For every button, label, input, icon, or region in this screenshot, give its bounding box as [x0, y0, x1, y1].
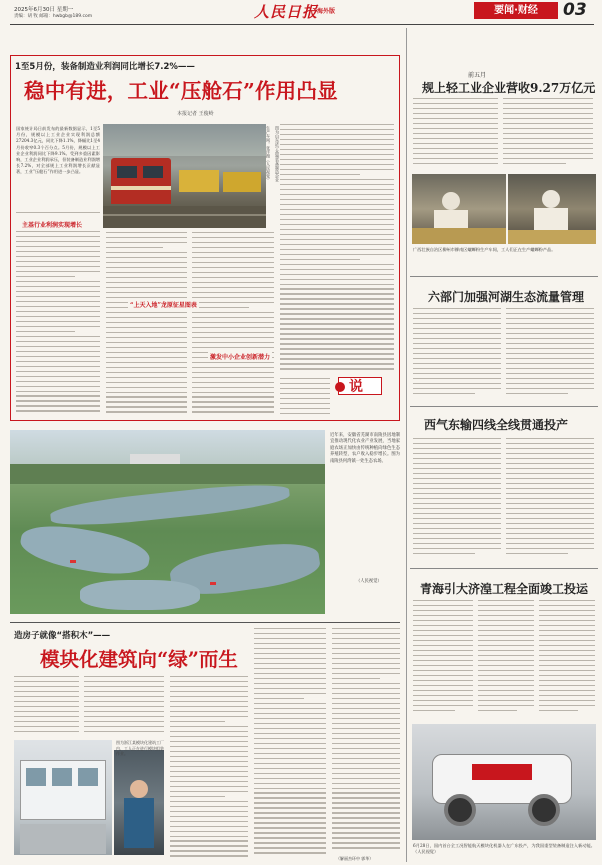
lead-photo-caption-2: 生产车间。张洋摄（人民视觉）: [266, 126, 271, 182]
right-story4-col3: [539, 600, 595, 720]
lead-subhead-1: 主基行业利润实现增长: [22, 222, 83, 229]
lead-col2-body: [106, 232, 187, 417]
modular-photo-caption: 图为浙江某模块化建筑工厂内，工人正在进行模块组装作业。: [116, 740, 164, 757]
lead-col4-body: [280, 124, 394, 374]
bottom-col3-body: [170, 676, 248, 862]
bottom-kicker: 造房子就像“搭积木”——: [14, 631, 111, 641]
modular-building-photo: [14, 740, 112, 855]
page-number: 03: [563, 0, 587, 20]
right-story2-col2: [506, 308, 594, 402]
lead-intro-text: 国家统计局日前发布的最新数据显示，1至5月份，规模以上工业企业实现利润总额27204.3亿元，同比下降1.1%，降幅比1至4月份收窄0.3个百分点。5月份，规模以上工业企业利润同比下降9.1%。受到多重因素影响，工业企业利润承压，但装备制造业利润增长7.2%，对全部规上工业利润增长贡献显著，工业“压舱石”作用进一步凸显。: [16, 126, 100, 175]
wetland-farm-photo: [10, 430, 325, 614]
lead-subhead-2: “上天入地”龙原征星图表: [130, 302, 197, 309]
edition-suffix: 海外版: [317, 8, 336, 15]
bottom-col2-body: [84, 676, 164, 736]
right-story1-col1: [413, 98, 498, 172]
lead-byline: 本报记者 王俊岭: [177, 111, 214, 117]
right-headline-1: 规上轻工业企业营收9.27万亿元: [422, 81, 596, 95]
section-tab: [474, 2, 558, 19]
commentary-badge-text: 说: [349, 379, 363, 395]
bottom-signature: （解丽杰环中 郭华）: [336, 856, 374, 861]
wetland-photo-caption: 近年来，安徽省芜湖市南陵县因地制宜推动现代化农业产业发展，当地家庭农场正加快由传统种植向绿色生态养殖转型，农户收入稳步增长。图为南陵县何湾镇一处生态农场。: [330, 433, 400, 464]
right-headline-3: 西气东输四线全线贯通投产: [424, 418, 569, 432]
right-story2-col1: [413, 308, 501, 402]
right-story4-col2: [478, 600, 534, 720]
commentary-badge: [338, 377, 382, 395]
robot-photo-caption: 6月28日，国内首台全工况智能航天模块化机器人在广东投产，为我国重型装备制造注入新动能。（人民视觉）: [413, 843, 595, 855]
lead-col1-body: [16, 231, 100, 417]
wetland-photo-credit: （人民视觉）: [356, 579, 382, 584]
modular-worker-photo: [114, 750, 164, 855]
bottom-col4-body: [254, 628, 326, 862]
header-rule: [10, 24, 594, 25]
lead-col4-tail: [280, 378, 330, 418]
editor-line: 责编：胡 牧 邮箱：hwbgb@189.com: [14, 14, 93, 19]
right-story1-col2: [503, 98, 593, 172]
right-label: 前五月: [468, 72, 487, 79]
right-story4-col1: [413, 600, 473, 720]
right-headline-2: 六部门加强河湖生态流量管理: [428, 290, 585, 304]
bottom-col1-body: [14, 676, 79, 736]
bottom-col5-body: [332, 628, 400, 854]
lead-subhead-3: 激发中小企业创新潜力: [210, 354, 271, 361]
right-story3-col2: [506, 438, 594, 562]
right-rule-3: [410, 568, 598, 569]
food-factory-photo-2: [508, 174, 596, 244]
lead-col1-text: [16, 212, 100, 219]
bottom-headline: 模块化建筑向“绿”而生: [40, 648, 238, 671]
lead-headline: 稳中有进，工业“压舱石”作用凸显: [24, 79, 338, 103]
right-rule-2: [410, 406, 598, 407]
right-story3-col1: [413, 438, 501, 562]
lead-kicker: 1至5月份，装备制造业利润同比增长7.2%——: [15, 62, 195, 72]
lead-photo-caption: 图为山东济宁高端装备制造企业: [275, 126, 280, 182]
lead-photo-train-factory: [103, 124, 266, 228]
bottom-story-rule: [10, 622, 400, 623]
robot-photo: [412, 724, 596, 840]
masthead: [0, 0, 602, 46]
date-line: 2025年6月30日 星期一: [14, 7, 74, 13]
right-column-divider: [406, 28, 407, 862]
food-factory-photo-1: [412, 174, 506, 244]
right-headline-4: 青海引大济湟工程全面竣工投运: [420, 582, 589, 596]
section-title: 要闻·财经: [494, 5, 538, 16]
lead-col3-body: [192, 232, 274, 417]
newspaper-logo: 人民日报: [254, 3, 319, 21]
right-rule-1: [410, 276, 598, 277]
food-factory-caption: 广西壮族自治区柳州市柳南区螺蛳粉生产车间，工人们正在生产螺蛳粉产品。: [413, 247, 556, 252]
